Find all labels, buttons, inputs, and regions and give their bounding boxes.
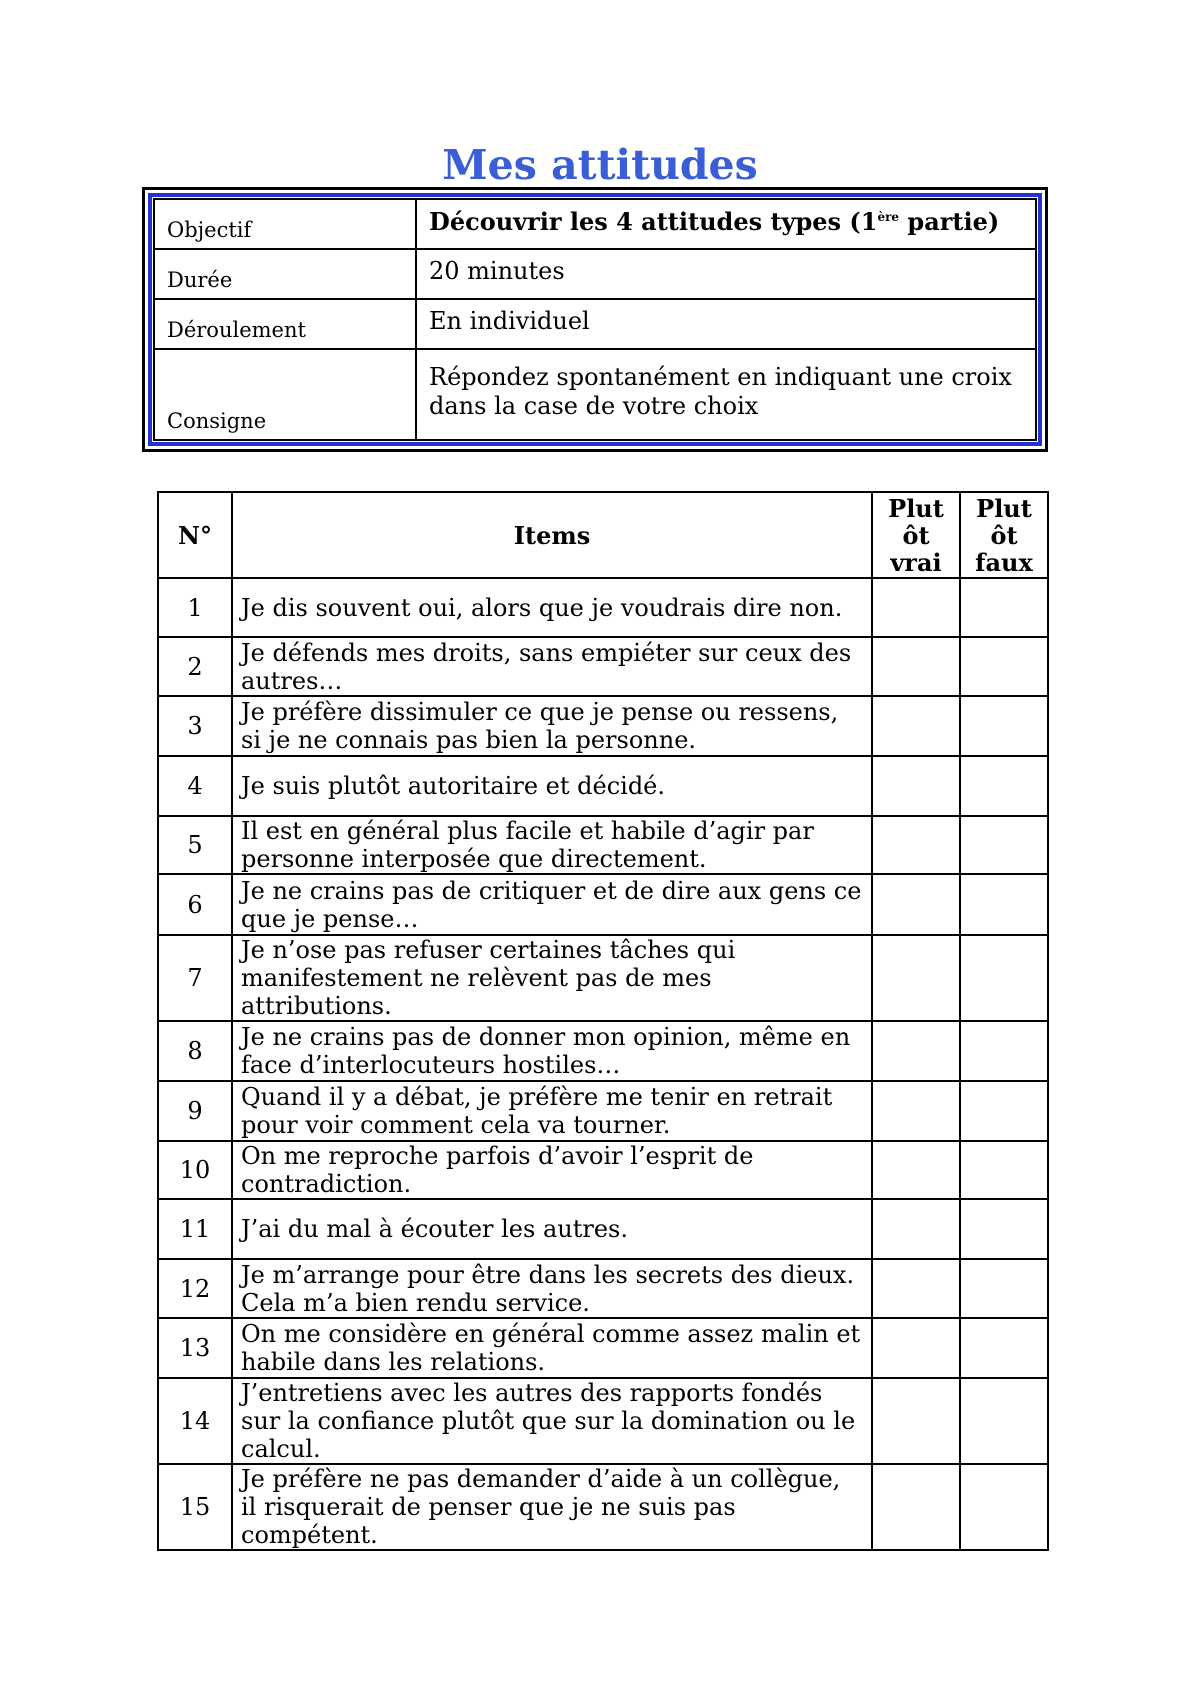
table-row [158, 1259, 1048, 1318]
header-num: N° [158, 492, 232, 578]
table-row [158, 1378, 1048, 1464]
duree-value: 20 minutes [416, 249, 1036, 299]
row-item-text: Il est en général plus facile et habile d’agir par personne interposée que directement. [232, 816, 872, 874]
row-number: 4 [158, 756, 232, 816]
row-number: 3 [158, 696, 232, 756]
checkbox-faux[interactable] [960, 1081, 1048, 1141]
row-number: 10 [158, 1141, 232, 1199]
items-table [157, 491, 1049, 1551]
checkbox-faux[interactable] [960, 816, 1048, 874]
info-box-inner [148, 193, 1042, 446]
row-number: 13 [158, 1318, 232, 1378]
row-item-text: On me reproche parfois d’avoir l’esprit de contradiction. [232, 1141, 872, 1199]
checkbox-vrai[interactable] [872, 756, 960, 816]
info-row-objectif [154, 199, 1036, 249]
checkbox-vrai[interactable] [872, 1021, 960, 1081]
table-row [158, 935, 1048, 1021]
checkbox-faux[interactable] [960, 1021, 1048, 1081]
objectif-suffix: partie) [899, 207, 1000, 237]
objectif-label: Objectif [154, 199, 416, 249]
checkbox-vrai[interactable] [872, 578, 960, 637]
deroulement-value: En individuel [416, 299, 1036, 349]
row-item-text: J’ai du mal à écouter les autres. [232, 1199, 872, 1259]
checkbox-vrai[interactable] [872, 874, 960, 935]
consigne-label: Consigne [154, 349, 416, 440]
row-item-text: Quand il y a débat, je préfère me tenir en retrait pour voir comment cela va tourner. [232, 1081, 872, 1141]
row-number: 11 [158, 1199, 232, 1259]
row-item-text: Je défends mes droits, sans empiéter sur ceux des autres… [232, 637, 872, 696]
table-row [158, 1199, 1048, 1259]
checkbox-faux[interactable] [960, 1318, 1048, 1378]
row-item-text: Je n’ose pas refuser certaines tâches qui manifestement ne relèvent pas de mes attributions. [232, 935, 872, 1021]
row-number: 6 [158, 874, 232, 935]
row-item-text: Je ne crains pas de critiquer et de dire aux gens ce que je pense… [232, 874, 872, 935]
checkbox-faux[interactable] [960, 1378, 1048, 1464]
row-number: 14 [158, 1378, 232, 1464]
header-faux: Plut ôt faux [960, 492, 1048, 578]
row-number: 9 [158, 1081, 232, 1141]
checkbox-faux[interactable] [960, 1141, 1048, 1199]
row-item-text: On me considère en général comme assez malin et habile dans les relations. [232, 1318, 872, 1378]
checkbox-vrai[interactable] [872, 1259, 960, 1318]
row-number: 1 [158, 578, 232, 637]
row-item-text: J’entretiens avec les autres des rapports fondés sur la confiance plutôt que sur la domination ou le calcul. [232, 1378, 872, 1464]
info-row-consigne [154, 349, 1036, 440]
row-number: 2 [158, 637, 232, 696]
checkbox-vrai[interactable] [872, 1199, 960, 1259]
checkbox-vrai[interactable] [872, 935, 960, 1021]
checkbox-vrai[interactable] [872, 1378, 960, 1464]
checkbox-faux[interactable] [960, 1199, 1048, 1259]
table-row [158, 1021, 1048, 1081]
consigne-value: Répondez spontanément en indiquant une croix dans la case de votre choix [416, 349, 1036, 440]
checkbox-faux[interactable] [960, 756, 1048, 816]
table-row [158, 578, 1048, 637]
table-row [158, 816, 1048, 874]
table-row [158, 756, 1048, 816]
duree-label: Durée [154, 249, 416, 299]
checkbox-vrai[interactable] [872, 816, 960, 874]
checkbox-vrai[interactable] [872, 637, 960, 696]
checkbox-faux[interactable] [960, 874, 1048, 935]
row-item-text: Je ne crains pas de donner mon opinion, même en face d’interlocuteurs hostiles… [232, 1021, 872, 1081]
table-row [158, 637, 1048, 696]
table-row [158, 1141, 1048, 1199]
info-table [153, 198, 1037, 441]
row-number: 5 [158, 816, 232, 874]
checkbox-vrai[interactable] [872, 1464, 960, 1550]
checkbox-vrai[interactable] [872, 696, 960, 756]
objectif-sup: ère [877, 210, 900, 225]
checkbox-faux[interactable] [960, 637, 1048, 696]
header-vrai: Plut ôt vrai [872, 492, 960, 578]
table-row [158, 1464, 1048, 1550]
objectif-value [416, 199, 1036, 249]
checkbox-faux[interactable] [960, 578, 1048, 637]
row-item-text: Je m’arrange pour être dans les secrets des dieux. Cela m’a bien rendu service. [232, 1259, 872, 1318]
row-number: 15 [158, 1464, 232, 1550]
table-row [158, 696, 1048, 756]
row-item-text: Je suis plutôt autoritaire et décidé. [232, 756, 872, 816]
row-number: 7 [158, 935, 232, 1021]
row-number: 12 [158, 1259, 232, 1318]
table-row [158, 874, 1048, 935]
table-row [158, 1081, 1048, 1141]
page-title: Mes attitudes [442, 141, 758, 189]
checkbox-faux[interactable] [960, 1259, 1048, 1318]
header-items: Items [232, 492, 872, 578]
info-box [142, 187, 1048, 452]
row-item-text: Je préfère dissimuler ce que je pense ou ressens, si je ne connais pas bien la personne. [232, 696, 872, 756]
row-number: 8 [158, 1021, 232, 1081]
checkbox-vrai[interactable] [872, 1318, 960, 1378]
table-row [158, 1318, 1048, 1378]
info-row-duree [154, 249, 1036, 299]
checkbox-vrai[interactable] [872, 1081, 960, 1141]
checkbox-vrai[interactable] [872, 1141, 960, 1199]
items-header-row [158, 492, 1048, 578]
objectif-text: Découvrir les 4 attitudes types (1 [429, 207, 878, 237]
deroulement-label: Déroulement [154, 299, 416, 349]
checkbox-faux[interactable] [960, 696, 1048, 756]
info-row-deroulement [154, 299, 1036, 349]
row-item-text: Je préfère ne pas demander d’aide à un collègue, il risquerait de penser que je ne suis pas compétent. [232, 1464, 872, 1550]
checkbox-faux[interactable] [960, 1464, 1048, 1550]
row-item-text: Je dis souvent oui, alors que je voudrais dire non. [232, 578, 872, 637]
checkbox-faux[interactable] [960, 935, 1048, 1021]
